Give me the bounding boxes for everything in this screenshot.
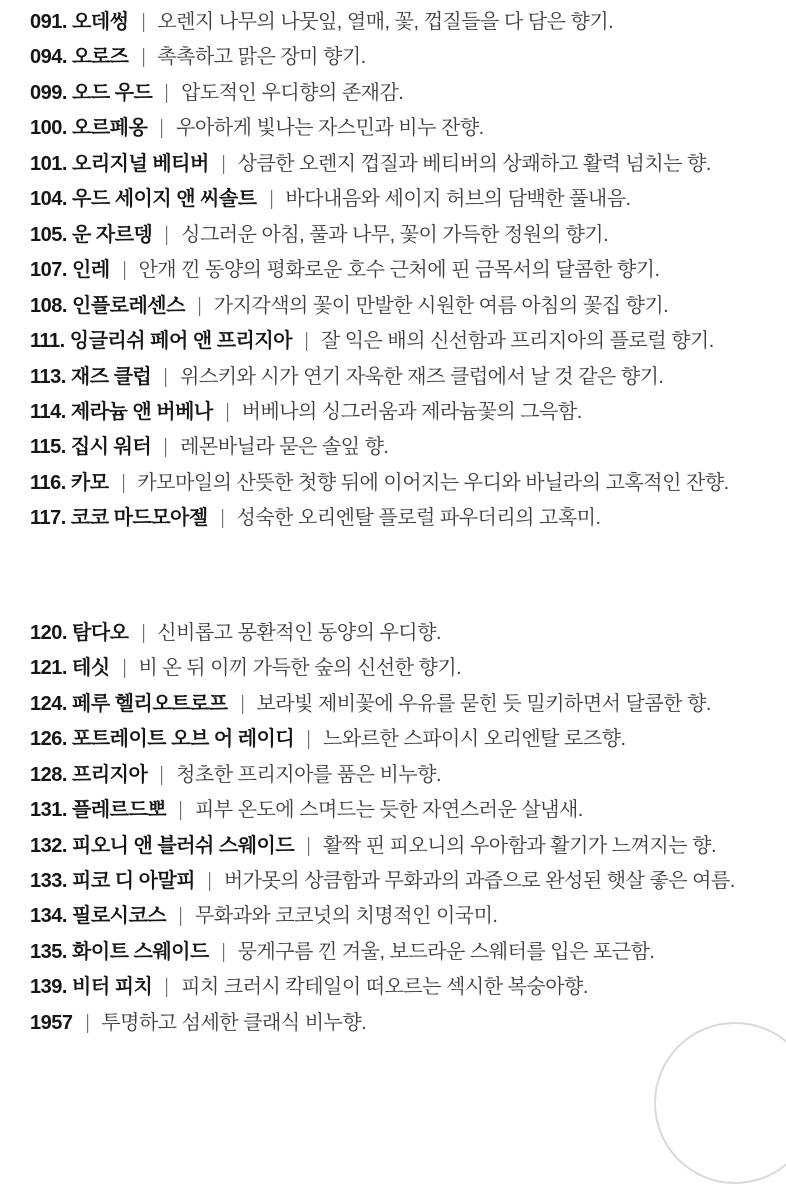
item-number: 091. xyxy=(30,11,67,33)
separator-bar: | xyxy=(141,46,145,69)
item-description: 신비롭고 몽환적인 동양의 우디향. xyxy=(157,621,442,644)
item-number: 107. xyxy=(30,259,67,282)
item-name: 피오니 앤 블러쉬 스웨이드 xyxy=(72,834,295,857)
separator-bar: | xyxy=(269,188,273,211)
separator-bar: | xyxy=(122,657,126,680)
item-number: 116. xyxy=(30,471,66,494)
item-name: 제라늄 앤 버베나 xyxy=(70,400,213,423)
item-name: 재즈 클럽 xyxy=(70,365,152,388)
list-item xyxy=(30,182,778,217)
item-name: 인플로레센스 xyxy=(72,294,185,317)
separator-bar: | xyxy=(240,692,244,715)
item-description: 뭉게구름 낀 겨울, 보드라운 스웨터를 입은 포근함. xyxy=(237,940,655,963)
list-item xyxy=(30,5,778,40)
list-item xyxy=(30,651,778,686)
item-description: 카모마일의 산뜻한 첫향 뒤에 이어지는 우디와 바닐라의 고혹적인 잔향. xyxy=(137,471,729,494)
item-number: 1957 xyxy=(30,1011,73,1034)
list-item xyxy=(30,758,778,793)
item-name: 오로즈 xyxy=(72,46,129,69)
item-number: 105. xyxy=(30,223,67,246)
item-number: 120. xyxy=(30,621,67,644)
item-name: 인레 xyxy=(72,259,110,282)
item-number: 131. xyxy=(30,799,67,822)
item-description: 무화과와 코코넛의 치명적인 이국미. xyxy=(194,905,498,928)
item-name: 오드 우드 xyxy=(72,81,153,104)
item-description: 오렌지 나무의 나뭇잎, 열매, 꽃, 껍질들을 다 담은 향기. xyxy=(157,11,614,33)
item-name: 화이트 스웨이드 xyxy=(72,940,209,963)
list-item xyxy=(30,970,778,1005)
item-description: 느와르한 스파이시 오리엔탈 로즈향. xyxy=(323,728,626,751)
item-name: 페루 헬리오트로프 xyxy=(72,692,228,715)
item-number: 134. xyxy=(30,905,67,928)
item-name: 운 자르뎅 xyxy=(72,223,153,246)
item-number: 139. xyxy=(30,976,67,999)
separator-bar: | xyxy=(160,763,164,786)
item-description: 잘 익은 배의 신선함과 프리지아의 플로럴 향기. xyxy=(320,330,714,353)
item-number: 104. xyxy=(30,188,67,211)
item-description: 싱그러운 아침, 풀과 나무, 꽃이 가득한 정원의 향기. xyxy=(181,223,609,246)
item-number: 108. xyxy=(30,294,67,317)
list-item xyxy=(30,829,778,864)
separator-bar: | xyxy=(221,940,225,963)
item-name: 잉글리쉬 페어 앤 프리지아 xyxy=(69,330,292,353)
item-name: 탐다오 xyxy=(72,621,129,644)
separator-bar: | xyxy=(220,507,224,530)
item-number: 121. xyxy=(30,657,67,680)
list-item xyxy=(30,324,778,359)
list-item xyxy=(30,864,778,899)
item-number: 100. xyxy=(30,117,67,140)
item-description: 청초한 프리지아를 품은 비누향. xyxy=(176,763,441,786)
item-number: 113. xyxy=(30,365,66,388)
item-name: 비터 피치 xyxy=(72,976,153,999)
list-item xyxy=(30,147,778,182)
item-number: 133. xyxy=(30,869,67,892)
item-number: 124. xyxy=(30,692,67,715)
item-description: 바다내음와 세이지 허브의 담백한 풀내음. xyxy=(285,188,631,211)
list-item xyxy=(30,793,778,828)
list-item xyxy=(30,722,778,757)
item-description: 피치 크러시 칵테일이 떠오르는 섹시한 복숭아향. xyxy=(181,976,588,999)
separator-bar: | xyxy=(141,11,145,33)
item-name: 피코 디 아말피 xyxy=(72,869,196,892)
separator-bar: | xyxy=(306,834,311,857)
item-description: 가지각색의 꽃이 만발한 시원한 여름 아침의 꽃집 향기. xyxy=(213,294,669,317)
item-number: 111. xyxy=(30,330,65,353)
list-item xyxy=(30,501,778,536)
item-description: 안개 낀 동양의 평화로운 호수 근처에 핀 금목서의 달콤한 향기. xyxy=(138,259,660,282)
list-item xyxy=(30,430,778,465)
item-description: 버가못의 상큼함과 무화과의 과즙으로 완성된 햇살 좋은 여름. xyxy=(223,869,735,892)
list-item xyxy=(30,616,778,651)
item-name: 오데썽 xyxy=(72,11,129,33)
separator-bar: | xyxy=(165,223,169,246)
fragrance-list-block-2 xyxy=(0,616,786,1041)
item-number: 115. xyxy=(30,436,66,459)
item-description: 비 온 뒤 이끼 가득한 숲의 신선한 향기. xyxy=(138,657,462,680)
list-item xyxy=(30,111,778,146)
item-number: 126. xyxy=(30,728,67,751)
fragrance-list-block-1 xyxy=(0,0,786,537)
list-item xyxy=(30,395,778,430)
list-item xyxy=(30,76,778,111)
item-number: 099. xyxy=(30,81,67,104)
separator-bar: | xyxy=(122,259,126,282)
item-description: 활짝 핀 피오니의 우아함과 활기가 느껴지는 향. xyxy=(323,834,717,857)
separator-bar: | xyxy=(164,365,168,388)
item-description: 우아하게 빛나는 자스민과 비누 잔향. xyxy=(176,117,484,140)
item-description: 촉촉하고 맑은 장미 향기. xyxy=(157,46,366,69)
list-item xyxy=(30,1006,778,1041)
list-item xyxy=(30,466,778,501)
item-description: 투명하고 섬세한 클래식 비누향. xyxy=(101,1011,367,1034)
item-number: 132. xyxy=(30,834,67,857)
item-description: 보라빛 제비꽃에 우유를 묻힌 듯 밀키하면서 달콤한 향. xyxy=(256,692,711,715)
separator-bar: | xyxy=(178,905,183,928)
list-item xyxy=(30,360,778,395)
item-number: 117. xyxy=(30,507,66,530)
item-description: 피부 온도에 스며드는 듯한 자연스러운 살냄새. xyxy=(194,799,583,822)
item-name: 필로시코스 xyxy=(72,905,167,928)
separator-bar: | xyxy=(141,621,145,644)
item-description: 성숙한 오리엔탈 플로럴 파우더리의 고혹미. xyxy=(236,507,601,530)
item-number: 135. xyxy=(30,940,67,963)
separator-bar: | xyxy=(221,152,225,175)
list-item xyxy=(30,218,778,253)
list-item xyxy=(30,40,778,75)
separator-bar: | xyxy=(165,81,169,104)
separator-bar: | xyxy=(178,799,183,822)
separator-bar: | xyxy=(225,400,229,423)
item-description: 압도적인 우디향의 존재감. xyxy=(181,81,404,104)
circle-watermark xyxy=(654,1022,786,1184)
item-description: 위스키와 시가 연기 자욱한 재즈 클럽에서 날 것 같은 향기. xyxy=(180,365,664,388)
item-description: 레몬바닐라 묻은 솔잎 향. xyxy=(180,436,389,459)
separator-bar: | xyxy=(197,294,201,317)
separator-bar: | xyxy=(160,117,164,140)
item-description: 상큼한 오렌지 껍질과 베티버의 상쾌하고 활력 넘치는 향. xyxy=(237,152,711,175)
list-item xyxy=(30,935,778,970)
list-item xyxy=(30,253,778,288)
list-item xyxy=(30,687,778,722)
list-item xyxy=(30,289,778,324)
separator-bar: | xyxy=(207,869,212,892)
separator-bar: | xyxy=(164,436,168,459)
item-number: 101. xyxy=(30,152,67,175)
separator-bar: | xyxy=(165,976,169,999)
item-name: 프리지아 xyxy=(72,763,148,786)
separator-bar: | xyxy=(121,471,125,494)
item-name: 코코 마드모아젤 xyxy=(70,507,208,530)
item-name: 카모 xyxy=(70,471,109,494)
item-description: 버베나의 싱그러움과 제라늄꽃의 그윽함. xyxy=(241,400,582,423)
item-name: 오리지널 베티버 xyxy=(72,152,209,175)
item-name: 집시 워터 xyxy=(70,436,152,459)
separator-bar: | xyxy=(304,330,309,353)
item-name: 포트레이트 오브 어 레이디 xyxy=(72,728,295,751)
item-name: 플레르드뽀 xyxy=(72,799,167,822)
separator-bar: | xyxy=(85,1011,89,1034)
item-name: 오르페옹 xyxy=(72,117,148,140)
item-number: 114. xyxy=(30,400,66,423)
item-name: 테싯 xyxy=(72,657,110,680)
list-item xyxy=(30,899,778,934)
item-number: 094. xyxy=(30,46,67,69)
item-number: 128. xyxy=(30,763,67,786)
item-name: 우드 세이지 앤 씨솔트 xyxy=(72,188,257,211)
separator-bar: | xyxy=(306,728,311,751)
